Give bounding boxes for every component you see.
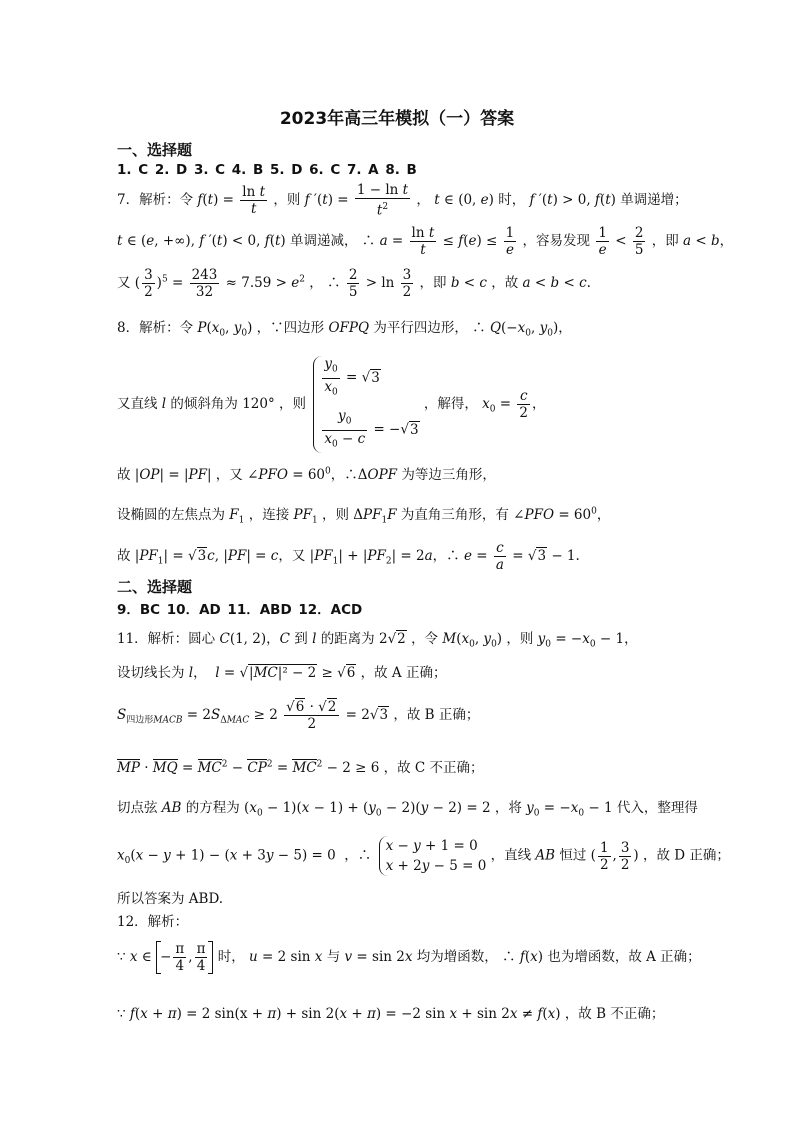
q11-line-2: 设切线长为 l， l = √|MC|² − 2 ≥ √6 ，故 A 正确；: [117, 665, 447, 681]
fraction: $\frac{2}{5}$: [634, 225, 644, 258]
fraction: $\frac{1}{2}$: [599, 839, 609, 873]
fraction: $\frac{243}{32}$: [191, 267, 218, 300]
q8-line-3: 故 |OP| = |PF| ，又 ∠PFO = $60^0$，∴ΔOPF 为等边三角形，: [117, 466, 496, 483]
interval-bracket: − $\frac{\pi}{4}$ , $\frac{\pi}{4}$: [156, 941, 213, 974]
q11-conclusion: 所以答案为 ABD.: [117, 891, 224, 907]
q8-line-4: 设椭圆的左焦点为 $F_1$ ，连接 $PF_1$ ，则 $\Delta PF_1F$ 为直角三角形，有 ∠PFO = $60^0$，: [117, 506, 611, 526]
q8-line-1: 8．解析：令 $P(x_0$, $y_0$) ，∵四边形 OFPQ 为平行四边形， ∴ $Q(-x_0$, $y_0$)，: [117, 320, 572, 339]
system-of-equations: $\frac{y_0}{x_0}$ = √3 $\frac{y_0}{x_0 - c}$ = −√3: [313, 356, 419, 453]
answer-key-9-12: 9．BC 10．AD 11．ABD 12．ACD: [117, 602, 363, 618]
q11-line-5: 切点弦 AB 的方程为 $(x_0 - 1)(x - 1) + (y_0 - 2)(y - 2) = 2$ ，将 $y_0 = -x_0 - 1$ 代入，整理得: [117, 800, 698, 819]
fraction: $\frac{c}{2}$: [519, 387, 529, 421]
q12-label: 12．解析：: [117, 914, 189, 930]
q12-line-2: ∵ f(x + π) = 2 sin(x + π) + sin 2(x + π) = −2 sin x + sin 2x ≠ f(x) ，故 B 不正确；: [117, 1006, 665, 1022]
q8-line-5: 故 $|PF_1| = √3c$, |PF| = c，又 $|PF_1| + |PF_2| = 2a$，∴ e = $\frac{c}{a}$ = √3 − 1.: [117, 540, 580, 573]
q11-line-4: MP · MQ = $MC^2 - CP^2 = MC^2 - 2 \ge 6$ ，故 C 不正确；: [117, 759, 484, 776]
q7-line-2: t ∈ (e, +∞), f ′(t) < 0, f(t) 单调递减， ∴ a = $\frac{\text{ln t}}{t}$ ≤ f(e) ≤ $\frac{1}{e}$ ，容易发现 $\frac{1}{e}$ < $\frac{2}{5}$ ，即 a < b，: [117, 225, 734, 258]
q7-line-1: 7．解析：令 f(t) = $\frac{\text{ln t}}{t}$ ，则 f ′(t) = $\frac{\text{1 − ln t}}{t^2}$ ， t ∈ (0, e) 时， f ′(t) > 0, f(t) 单调递增；: [117, 182, 688, 219]
answer-key-1-8: 1. C 2. D 3. C 4. B 5. D 6. C 7. A 8. B: [117, 162, 417, 178]
fraction: $\frac{1}{e}$: [598, 225, 607, 258]
fraction: $\frac{2}{5}$: [348, 267, 358, 300]
q7-line-3: 又 ( $\frac{3}{2}$ )$^5$ = $\frac{243}{32}$ ≈ $7.59 > e^2$ ， ∴ $\frac{2}{5}$ > ln $\frac{3}{2}$ ，即 b < c ，故 a < b < c.: [117, 267, 591, 300]
q12-line-1: ∵ x ∈ − $\frac{\pi}{4}$ , $\frac{\pi}{4}$ 时， u = 2 sin x 与 v = sin 2x 均为增函数， ∴ f(x) 也为增函数，故 A 正确；: [117, 941, 701, 974]
fraction: $\frac{3}{2}$: [144, 267, 153, 300]
section-heading-choice: 一、选择题: [117, 141, 193, 159]
fraction: $\frac{1}{e}$: [505, 225, 515, 258]
q8-line-2: 又直线 l 的倾斜角为 120° ，则 $\frac{y_0}{x_0}$ = √3 $\frac{y_0}{x_0 - c}$ = −√3 ，解得， $x_0$ = $\frac{c}{2}$ ，: [117, 356, 546, 453]
fraction: $\frac{\text{ln t}}{t}$: [411, 225, 435, 258]
fraction: $\frac{\text{1 − ln t}}{t^2}$: [356, 182, 409, 219]
system-of-equations: x − y + 1 = 0 x + 2y − 5 = 0: [379, 836, 487, 876]
section-heading-multi: 二、选择题: [117, 578, 193, 596]
q11-line-6: $x_0(x - y + 1) - (x + 3y - 5) = 0$ ，∴ x − y + 1 = 0 x + 2y − 5 = 0 ，直线 AB 恒过 ( $\frac{1}{2}$ , $\frac{3}{2}$ ) ，故 D 正确；: [117, 838, 730, 874]
q11-line-1: 11．解析：圆心 C(1, 2)，C 到 l 的距离为 2√2 ，令 $M(x_0$, $y_0$) ，则 $y_0 = -x_0 - 1$，: [117, 631, 638, 650]
fraction: $\frac{3}{2}$: [402, 267, 412, 300]
q11-line-3: $S_{四边形MACB} = 2S_{\Delta MAC} \ge 2$ $\frac{√6 \cdot √2}{2}$ = 2√3 ，故 B 正确；: [117, 699, 480, 732]
page-title: 2023年高三年模拟（一）答案: [279, 109, 515, 129]
fraction: $\frac{√6 \cdot √2}{2}$: [284, 699, 339, 732]
fraction: $\frac{c}{a}$: [495, 540, 504, 573]
fraction: $\frac{3}{2}$: [620, 839, 630, 873]
fraction: $\frac{\text{ln t}}{t}$: [242, 183, 266, 217]
